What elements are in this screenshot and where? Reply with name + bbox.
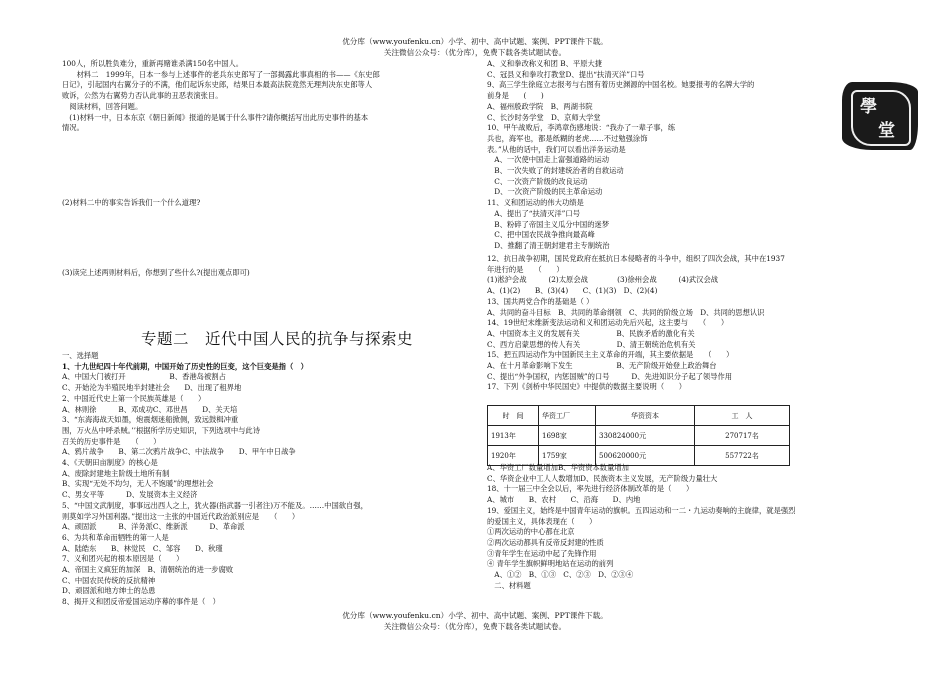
material-line: 100人，所以胜负难分，重新再赌谁杀满150名中国人。 xyxy=(62,59,244,68)
question-line: 围，万火丛中呼杀贼。’’根据所学历史知识，下列选项中与此诗 xyxy=(62,425,261,435)
page-header-line-2: 关注微信公众号：（优分库），免费下载各类试题试卷。 xyxy=(383,48,567,57)
question-line: 2、中国近代史上第一个民族英雄是（ ） xyxy=(62,393,206,403)
question-line: 则莫如学习外国利器。”提出这一主张的中国近代政治派别应是 （ ） xyxy=(62,511,300,521)
table-row xyxy=(488,426,790,446)
question-line: 6、为共和革命而牺牲的第一人是 xyxy=(62,532,169,542)
question-line: C、冠县义和拳攻打教堂D、提出“扶清灭洋”口号 xyxy=(487,69,645,79)
question-2-prompt: (2)材料二中的事实告诉我们一个什么道理? xyxy=(62,198,201,207)
question-line: A、在十月革命影响下发生 B、无产阶级开始登上政治舞台 xyxy=(487,361,717,371)
seal-char-2: 堂 xyxy=(878,121,895,141)
question-line: B、实现“无处不均匀，无人不饱暖”的理想社会 xyxy=(62,479,214,489)
question-line: C、把中国农民战争推向最高峰 xyxy=(487,230,595,240)
section-title: 专题二 近代中国人民的抗争与探索史 xyxy=(141,330,414,348)
question-line: 前身是 ( ) xyxy=(487,91,544,101)
question-line: 12、抗日战争初期，国民党政府在抵抗日本侵略者的斗争中，组织了四次会战，其中在1937 xyxy=(487,254,785,263)
question-line: 10、甲午战败后，李鸿章伤感地说：“我办了一辈子事，练 xyxy=(487,123,676,133)
material-line: 败诉，公然为右翼势力否认此事的丑恶表演张目。 xyxy=(62,91,223,101)
page-header-line-1: 优分库（www.youfenku.cn）小学、初中、高中试题、案例、PPT课件下载。 xyxy=(342,37,608,46)
question-line: ①两次运动的中心都在北京 xyxy=(487,527,575,537)
question-line: D、顽固派和地方绅士的怂恿 xyxy=(62,586,156,596)
question-line: C、西方启蒙思想的传人有关 D、清王朝统治危机有关 xyxy=(487,339,696,349)
table-cell: 270717名 xyxy=(695,426,790,446)
question-line: 13、国共两党合作的基础是（ ） xyxy=(487,296,594,306)
table-cell: 330824000元 xyxy=(596,426,695,446)
question-line: B、一次失败了的封建统治者的自救运动 xyxy=(487,166,624,176)
question-line: A、中国大门被打开 B、香港岛被割占 xyxy=(62,372,226,382)
question-line: A、福州殷政学院 B、两湖书院 xyxy=(487,101,593,111)
question-line: A、华资工厂数量增加B、华资资本数量增加 xyxy=(487,463,629,472)
question-line: 一、选择题 xyxy=(62,351,99,360)
question-line: A、陆皓东 B、林觉民 C、邹容 D、秋瑾 xyxy=(62,543,223,553)
question-line: 兵也，海军也，都是纸糊的老虎……不过勉强涂饰 xyxy=(487,133,648,143)
question-line: 15、把五四运动作为中国新民主主义革命的开端，其主要依据是 （ ） xyxy=(487,350,734,360)
table-cell: 1698家 xyxy=(539,426,596,446)
question-line: A、林则徐 B、邓成功C、邓世昌 D、关天培 xyxy=(62,404,238,414)
question-line: A、帝国主义疯狂的加深 B、清朝统治的进一步腐败 xyxy=(62,565,234,575)
question-line: 11、义和团运动的伟大功绩是 xyxy=(487,198,584,208)
question-line: D、一次资产阶级的民主革命运动 xyxy=(487,187,603,197)
question-line: 年进行的是 （ ） xyxy=(487,264,564,274)
question-line: 18、十一届三中全会以后，率先进行经济体制改革的是（ ） xyxy=(487,484,694,494)
question-line: D、推翻了清王朝封建君主专制统治 xyxy=(487,240,610,250)
question-line: B、粉碎了帝国主义瓜分中国的迷梦 xyxy=(487,219,610,229)
material-line: 日记》，引起国内右翼分子的不满，他们起诉东史郎，结果日本最高法院竟然无理判决东史郎等人 xyxy=(62,80,373,90)
table-header-cell: 华资工厂 xyxy=(539,406,596,426)
left-material-block xyxy=(62,59,380,134)
page-footer-line-1: 优分库（www.youfenku.cn）小学、初中、高中试题、案例、PPT课件下载。 xyxy=(342,611,608,620)
table-header-cell: 华资资本 xyxy=(596,406,695,426)
question-line: 的爱国主义，具体表现在（ ） xyxy=(487,516,597,526)
question-line: 表。”从他的话中，我们可以看出洋务运动是 xyxy=(487,144,626,154)
question-line: (1)淞沪会战 (2)太原会战 (3)徐州会战 (4)武汉会战 xyxy=(487,275,719,285)
question-line: 二、材料题 xyxy=(487,580,531,590)
material-line: (1)材料一中，日本东京《朝日新闻》报道的是属于什么事件?请你概括写出此历史事件的基本 xyxy=(62,112,369,122)
table-header-cell: 时 间 xyxy=(488,406,539,426)
question-line: ②两次运动都具有反帝反封建的性质 xyxy=(487,537,604,547)
question-line: 4、《天朝田亩制度》的核心是 xyxy=(62,458,158,468)
question-line: C、提出“外争国权，内惩国贼”的口号 D、先进知识分子起了领导作用 xyxy=(487,371,733,381)
question-line: A、中国资本主义的发展有关 B、民族矛盾的激化有关 xyxy=(487,328,695,338)
table-cell: 500620000元 xyxy=(596,446,695,466)
question-line: C、男女平等 D、发展资本主义经济 xyxy=(62,490,198,500)
material-line: 情况。 xyxy=(62,123,84,133)
seal-char-1: 學 xyxy=(860,97,877,117)
table-cell: 1920年 xyxy=(488,446,539,466)
question-line: 3、“东海海战天如墨，炮震烟迷船掀侧，致远鼓楫冲重 xyxy=(62,415,239,425)
question-line: A、共同的奋斗目标 B、共同的革命纲领 C、共同的阶级立场 D、共同的思想认识 xyxy=(487,307,765,317)
question-line: C、中国农民传统的反抗精神 xyxy=(62,575,156,585)
question-line: A、①② B、①③ C、②③ D、②③④ xyxy=(487,570,634,580)
question-line: 1、十九世纪四十年代前期，中国开始了历史性的巨变，这个巨变是指（ ） xyxy=(62,361,308,371)
question-line: ④ 青年学生旗帜鲜明地站在运动的前列 xyxy=(487,559,614,569)
question-line: 5、“中国文武制度，事事远出西人之上，犹火器(指武器一引者注)万不能及。……中国欲自强， xyxy=(62,500,368,510)
question-line: 8、揭开义和团反帝爱国运动序幕的事件是（ ） xyxy=(62,597,220,607)
question-line: C、长沙时务学堂 D、京师大学堂 xyxy=(487,112,601,122)
question-line: A、义和拳改称义和团 B、平原大捷 xyxy=(487,59,603,68)
left-questions-block xyxy=(62,351,368,608)
table-header-row xyxy=(488,406,790,426)
question-line: 17、下列《剑桥中华民国史》中提供的数据主要说明（ ） xyxy=(487,382,687,392)
right-mid-block xyxy=(487,254,785,393)
material-line: 阅读材料，回答问题。 xyxy=(62,101,143,111)
question-line: 召关的历史事件是 （ ） xyxy=(62,436,161,446)
table-cell: 557722名 xyxy=(695,446,790,466)
question-line: C、开始沦为半殖民地半封建社会 D、出现了租界地 xyxy=(62,383,242,393)
table-cell: 1759家 xyxy=(539,446,596,466)
question-line: 14、19世纪末维新变法运动和义和团运动先后兴起，这主要与 （ ） xyxy=(487,318,729,328)
question-line: 7、义和团兴起的根本原因是（ ） xyxy=(62,554,184,564)
table-header-cell: 工 人 xyxy=(695,406,790,426)
question-line: ③青年学生在运动中起了先锋作用 xyxy=(487,548,597,558)
question-line: 9、高三学生徐庭立志报考与右图有着历史渊源的中国名校。她要报考的名牌大学的 xyxy=(487,80,755,90)
question-line: C、华资企业中工人人数增加D、民族资本主义发展，无产阶级力量壮大 xyxy=(487,473,718,483)
question-line: A、提出了“扶清灭洋”口号 xyxy=(487,208,580,218)
page-footer-line-2: 关注微信公众号：（优分库），免费下载各类试题试卷。 xyxy=(383,622,567,631)
right-bottom-block xyxy=(487,463,795,591)
question-line: A、(1)(2) B、(3)(4) C、(1)(3) D、(2)(4) xyxy=(487,286,658,296)
question-line: 19、爱国主义，始终是中国青年运动的旗帜。五四运动和一二・九运动奏响的主旋律，就是强烈 xyxy=(487,505,796,515)
question-3-prompt: (3)读完上述两则材料后，你想到了些什么?(提出观点即可) xyxy=(62,268,250,277)
statistics-table xyxy=(487,405,790,466)
question-line: A、废除封建地主阶级土地所有制 xyxy=(62,468,170,478)
school-seal-image xyxy=(842,82,918,150)
question-line: A、鸦片战争 B、第二次鸦片战争C、中法战争 D、甲午中日战争 xyxy=(62,447,296,457)
question-line: C、一次资产阶级的改良运动 xyxy=(487,176,588,186)
table-cell: 1913年 xyxy=(488,426,539,446)
material-line: 材料二 1999年，日本一参与上述事件的老兵东史郎写了一部揭露此事真相的书——《东史郎 xyxy=(62,69,380,79)
question-line: A、顽固派 B、洋务派C、维新派 D、革命派 xyxy=(62,522,245,532)
question-line: A、一次使中国走上富强道路的运动 xyxy=(487,155,610,165)
right-top-block xyxy=(487,59,754,252)
question-line: A、城市 B、农村 C、沿海 D、内地 xyxy=(487,495,641,505)
